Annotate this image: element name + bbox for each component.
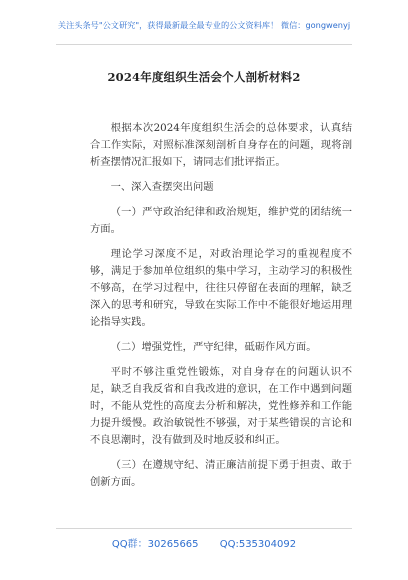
subsection-heading-1: （一）严守政治纪律和政治规矩，维护党的团结统一方面。 xyxy=(90,206,352,235)
footer-contact xyxy=(0,535,408,550)
subsection-heading-2: （二）增强党性，严守纪律，砥砺作风方面。 xyxy=(110,341,317,353)
footer-divider xyxy=(56,528,352,529)
footer-qq-number: QQ:535304092 xyxy=(219,539,297,550)
footer-qq-group: QQ群：30265665 xyxy=(111,539,199,550)
document-body xyxy=(90,120,352,491)
paragraph-party-spirit: 平时不够注重党性锻炼，对自身存在的问题认识不足，缺乏自我反省和自我改进的意识，在工作中遇到问题时，不能从党性的高度去分析和解决，党性修养和工作能力提升缓慢。政治敏锐性不够强，对于某些错误的言论和不良思潮时，没有做到及时地反驳和纠正。 xyxy=(90,366,352,446)
document-title: 2024年度组织生活会个人剖析材料2 xyxy=(107,70,301,84)
paragraph-theory-study: 理论学习深度不足，对政治理论学习的重视程度不够，满足于参加单位组织的集中学习，主动学习的积极性不够高，在学习过程中，往往只停留在表面的理解，缺乏深入的思考和研究，导致在实际工作中不能很好地运用理论指导实践。 xyxy=(90,248,352,328)
section-heading-1: 一、深入查摆突出问题 xyxy=(110,181,214,193)
paragraph-intro: 根据本次2024年度组织生活会的总体要求，认真结合工作实际，对照标准深刻剖析自身存在的问题，现将剖析查摆情况汇报如下，请同志们批评指正。 xyxy=(90,122,352,168)
header-promo-note: 关注头条号"公文研究"，获得最新最全最专业的公文资料库！ 微信：gongwenyj xyxy=(57,20,351,30)
subsection-heading-3: （三）在遵规守纪、清正廉洁前提下勇于担责、敢于创新方面。 xyxy=(90,459,352,488)
header-divider xyxy=(56,44,352,45)
